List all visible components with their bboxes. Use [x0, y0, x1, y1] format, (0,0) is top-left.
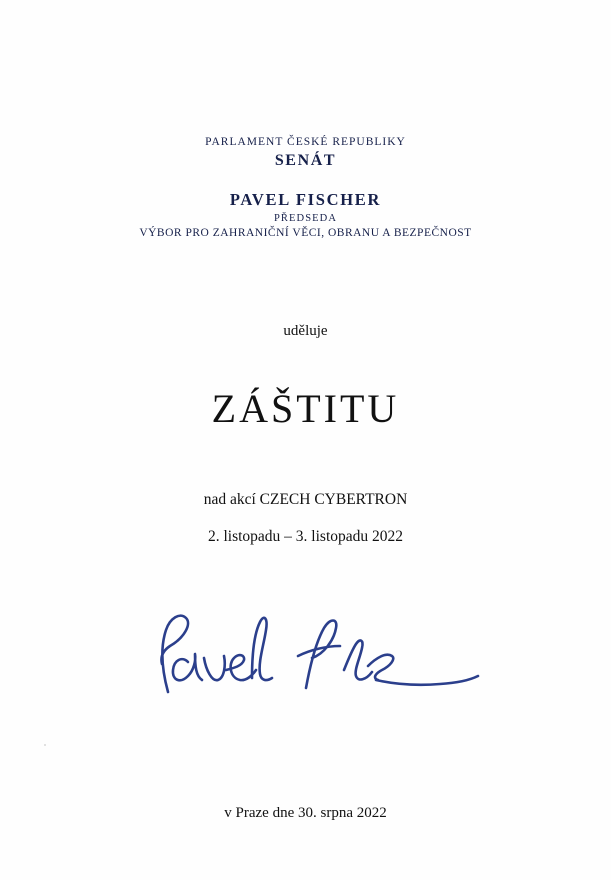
chamber-line: SENÁT	[274, 152, 337, 169]
person-role: PŘEDSEDA	[273, 213, 338, 224]
event-name: nad akcí CZECH CYBERTRON	[203, 491, 408, 508]
parliament-line: PARLAMENT ČESKÉ REPUBLIKY	[205, 136, 406, 148]
place-and-date: v Praze dne 30. srpna 2022	[224, 805, 387, 821]
person-name: PAVEL FISCHER	[229, 190, 382, 209]
grants-label: uděluje	[283, 323, 328, 339]
paper-speck	[44, 744, 46, 746]
award-title: ZÁŠTITU	[211, 386, 400, 431]
signature-image	[140, 600, 480, 710]
committee-name: VÝBOR PRO ZAHRANIČNÍ VĚCI, OBRANU A BEZPEČNOST	[139, 227, 472, 239]
document-header	[0, 136, 611, 239]
event-dates: 2. listopadu – 3. listopadu 2022	[207, 528, 404, 545]
